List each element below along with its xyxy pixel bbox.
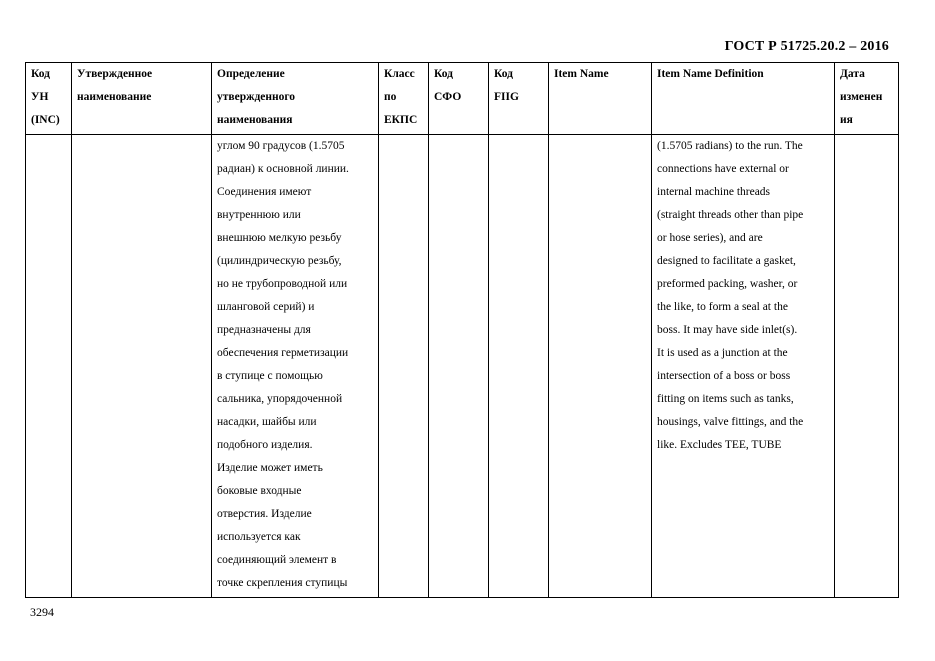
cell-change-date bbox=[835, 135, 899, 598]
cell-ekps-class bbox=[379, 135, 429, 598]
header-fiig-code: Код FIIG bbox=[489, 63, 549, 135]
cell-fiig-code bbox=[489, 135, 549, 598]
header-item-name: Item Name bbox=[549, 63, 652, 135]
header-approved-name: Утвержденное наименование bbox=[72, 63, 212, 135]
cell-definition-ru: углом 90 градусов (1.5705 радиан) к основной линии. Соединения имеют внутреннюю или внешнюю мелкую резьбу (цилиндрическую резьбу, но не трубопроводной или шланговой серий) и предназначены для обеспечения герметизации в ступице с помощью сальника, упорядоченной насадки, шайбы или подобного изделия. Изделие может иметь боковые входные отверстия. Изделие используется как соединяющий элемент в точке скрепления ступицы bbox=[212, 135, 379, 598]
table-header-row bbox=[26, 63, 899, 135]
header-definition-ru: Определение утвержденного наименования bbox=[212, 63, 379, 135]
cell-item-name-definition: (1.5705 radians) to the run. The connections have external or internal machine threads (straight threads other than pipe or hose series), and are designed to facilitate a gasket, preformed packing, washer, or the like, to form a seal at the boss. It may have side inlet(s). It is used as a junction at the intersection of a boss or boss fitting on items such as tanks, housings, valve fittings, and the like. Excludes TEE, TUBE bbox=[652, 135, 835, 598]
page-number: 3294 bbox=[30, 605, 54, 619]
cell-item-name bbox=[549, 135, 652, 598]
cell-sfo-code bbox=[429, 135, 489, 598]
header-inc-code: Код УН (INC) bbox=[26, 63, 72, 135]
header-item-name-definition: Item Name Definition bbox=[652, 63, 835, 135]
cell-inc-code bbox=[26, 135, 72, 598]
document-standard-header: ГОСТ Р 51725.20.2 – 2016 bbox=[724, 39, 889, 54]
header-sfo-code: Код СФО bbox=[429, 63, 489, 135]
classification-table bbox=[25, 62, 899, 598]
table-row bbox=[26, 135, 899, 598]
header-change-date: Дата изменен ия bbox=[835, 63, 899, 135]
cell-approved-name bbox=[72, 135, 212, 598]
header-ekps-class: Класс по ЕКПС bbox=[379, 63, 429, 135]
